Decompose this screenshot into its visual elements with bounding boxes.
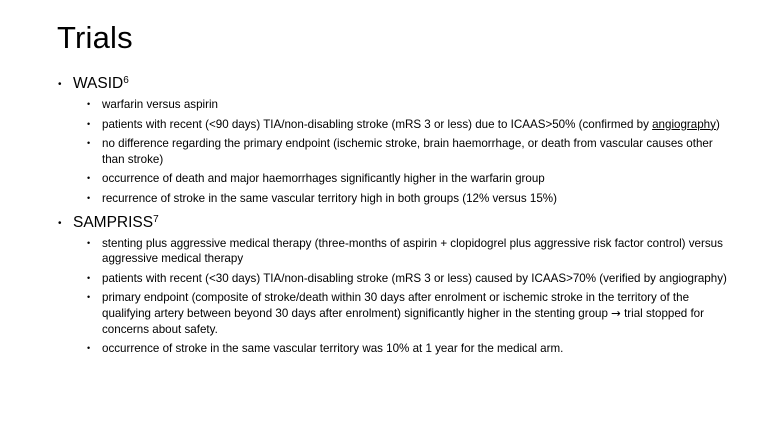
trial-list <box>58 74 738 357</box>
bullet-icon: • <box>58 79 62 90</box>
bullet-icon: • <box>87 237 91 248</box>
arrow-right-icon: → <box>611 305 621 320</box>
trial-details <box>73 236 738 357</box>
reference-number: 6 <box>123 75 129 86</box>
list-item: • no difference regarding the primary endpoint (ischemic stroke, brain haemorrhage, or death from vascular causes other than stroke) <box>87 137 713 166</box>
bullet-icon: • <box>87 99 91 109</box>
underlined-text: angiography <box>652 117 716 131</box>
list-item: • warfarin versus aspirin <box>87 98 218 111</box>
trial-details <box>73 97 738 207</box>
list-item: • occurrence of death and major haemorrhages significantly higher in the warfarin group <box>87 172 545 186</box>
slide-title: Trials <box>57 20 133 55</box>
trial-sampriss <box>58 213 738 357</box>
list-item: • patients with recent (<90 days) TIA/non-disabling stroke (mRS 3 or less) due to ICAAS>50% (confirmed by angiography) <box>87 117 720 131</box>
bullet-icon: • <box>87 292 91 303</box>
list-item: • occurrence of stroke in the same vascular territory was 10% at 1 year for the medical arm. <box>87 342 564 356</box>
bullet-icon: • <box>87 192 91 203</box>
list-item: • stenting plus aggressive medical therapy (three-months of aspirin + clopidogrel plus aggressive risk factor control) versus aggressive medical therapy <box>87 236 723 266</box>
bullet-icon: • <box>87 343 91 354</box>
list-item: • patients with recent (<30 days) TIA/non-disabling stroke (mRS 3 or less) caused by ICAAS>70% (verified by angiography) <box>87 271 727 285</box>
reference-number: 7 <box>153 213 159 225</box>
slide-content <box>58 74 738 363</box>
bullet-icon: • <box>87 272 91 283</box>
trial-name: SAMPRISS$^7$ <box>73 213 159 231</box>
list-item: • primary endpoint (composite of stroke/death within 30 days after enrolment or ischemic stroke in the territory of the qualifying artery between beyond 30 days after enrolment) significantly higher in the stenting group → trial stopped for concerns about safety. <box>87 291 704 336</box>
trial-wasid <box>58 74 738 207</box>
trial-name: WASID$^6$ <box>73 75 129 92</box>
list-item: • recurrence of stroke in the same vascular territory high in both groups (12% versus 15%) <box>87 191 557 205</box>
bullet-icon: • <box>87 173 91 184</box>
bullet-icon: • <box>87 138 91 149</box>
bullet-icon: • <box>58 217 62 229</box>
bullet-icon: • <box>87 118 91 129</box>
